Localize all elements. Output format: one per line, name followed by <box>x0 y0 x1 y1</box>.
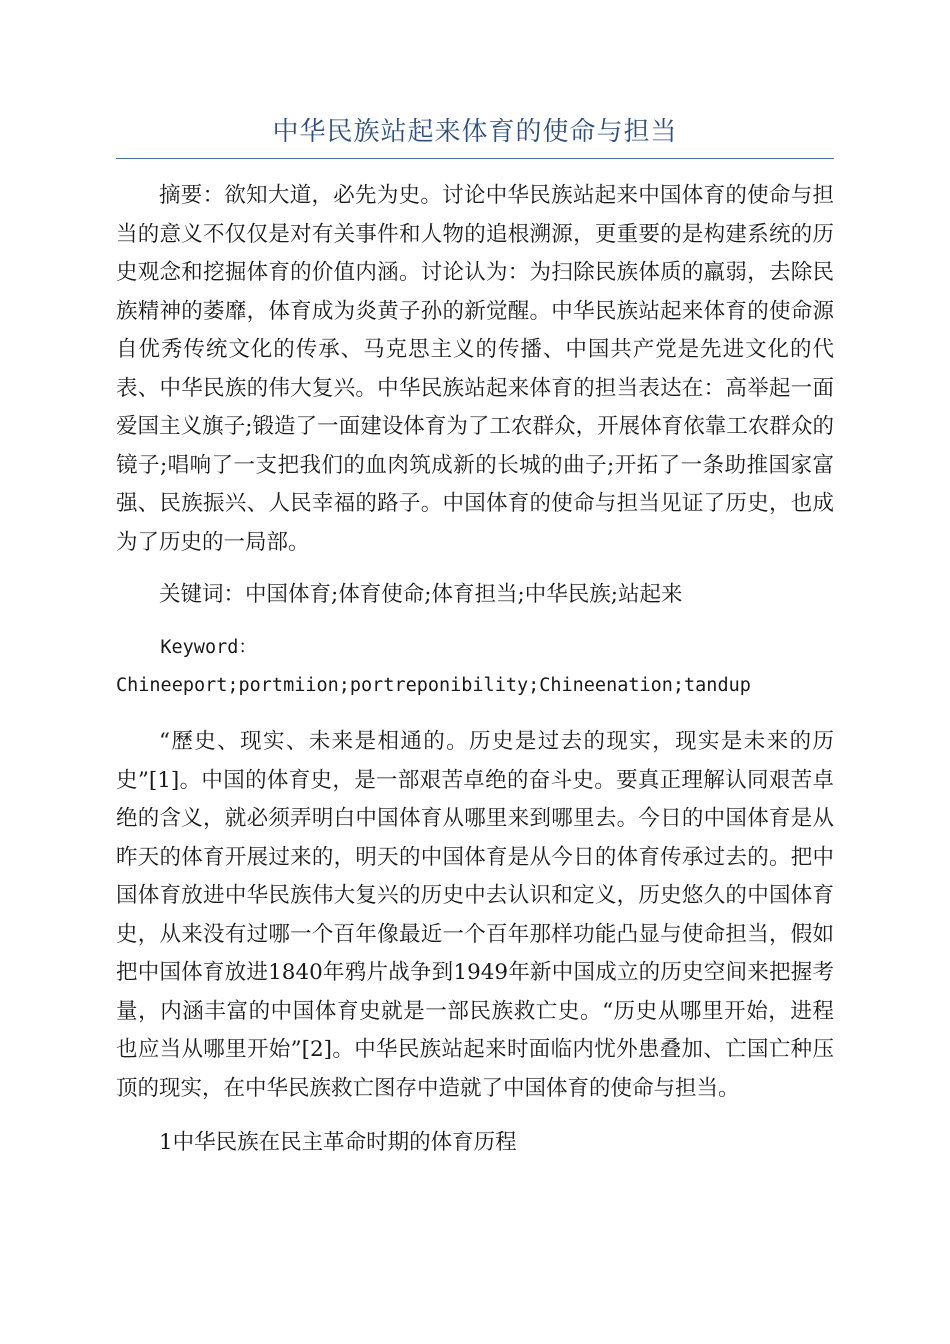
english-keywords <box>116 629 834 705</box>
document-title: 中华民族站起来体育的使命与担当 <box>116 112 834 159</box>
english-keywords-label: Keyword： <box>160 636 257 658</box>
body-paragraph: “歷史、现实、未来是相通的。历史是过去的现实，现实是未来的历史”[1]。中国的体育史，是一部艰苦卓绝的奋斗史。要真正理解认同艰苦卓绝的含义，就必须弄明白中国体育从哪里来到哪里去。今日的中国体育是从昨天的体育开展过来的，明天的中国体育是从今日的体育传承过去的。把中国体育放进中华民族伟大复兴的历史中去认识和定义，历史悠久的中国体育史，从来没有过哪一个百年像最近一个百年那样功能凸显与使命担当，假如把中国体育放进1840年鸦片战争到1949年新中国成立的历史空间来把握考量，内涵丰富的中国体育史就是一部民族救亡史。“历史从哪里开始，进程也应当从哪里开始”[2]。中华民族站起来时面临内忧外患叠加、亡国亡种压顶的现实，在中华民族救亡图存中造就了中国体育的使命与担当。 <box>116 729 834 1101</box>
keywords-line: 关键词：中国体育;体育使命;体育担当;中华民族;站起来 <box>159 582 683 607</box>
section-heading: 1中华民族在民主革命时期的体育历程 <box>159 1130 517 1155</box>
document-page <box>116 112 834 1163</box>
english-keywords-list: Chineeport;portmiion;portreponibility;Chineenation;tandup <box>116 674 751 696</box>
abstract-paragraph: 摘要：欲知大道，必先为史。讨论中华民族站起来中国体育的使命与担当的意义不仅仅是对有关事件和人物的追根溯源，更重要的是构建系统的历史观念和挖掘体育的价值内涵。讨论认为：为扫除民族体质的羸弱，去除民族精神的萎靡，体育成为炎黄子孙的新觉醒。中华民族站起来体育的使命源自优秀传统文化的传承、马克思主义的传播、中国共产党是先进文化的代表、中华民族的伟大复兴。中华民族站起来体育的担当表达在：高举起一面爱国主义旗子;锻造了一面建设体育为了工农群众，开展体育依靠工农群众的镜子;唱响了一支把我们的血肉筑成新的长城的曲子;开拓了一条助推国家富强、民族振兴、人民幸福的路子。中国体育的使命与担当见证了历史，也成为了历史的一局部。 <box>116 183 834 555</box>
